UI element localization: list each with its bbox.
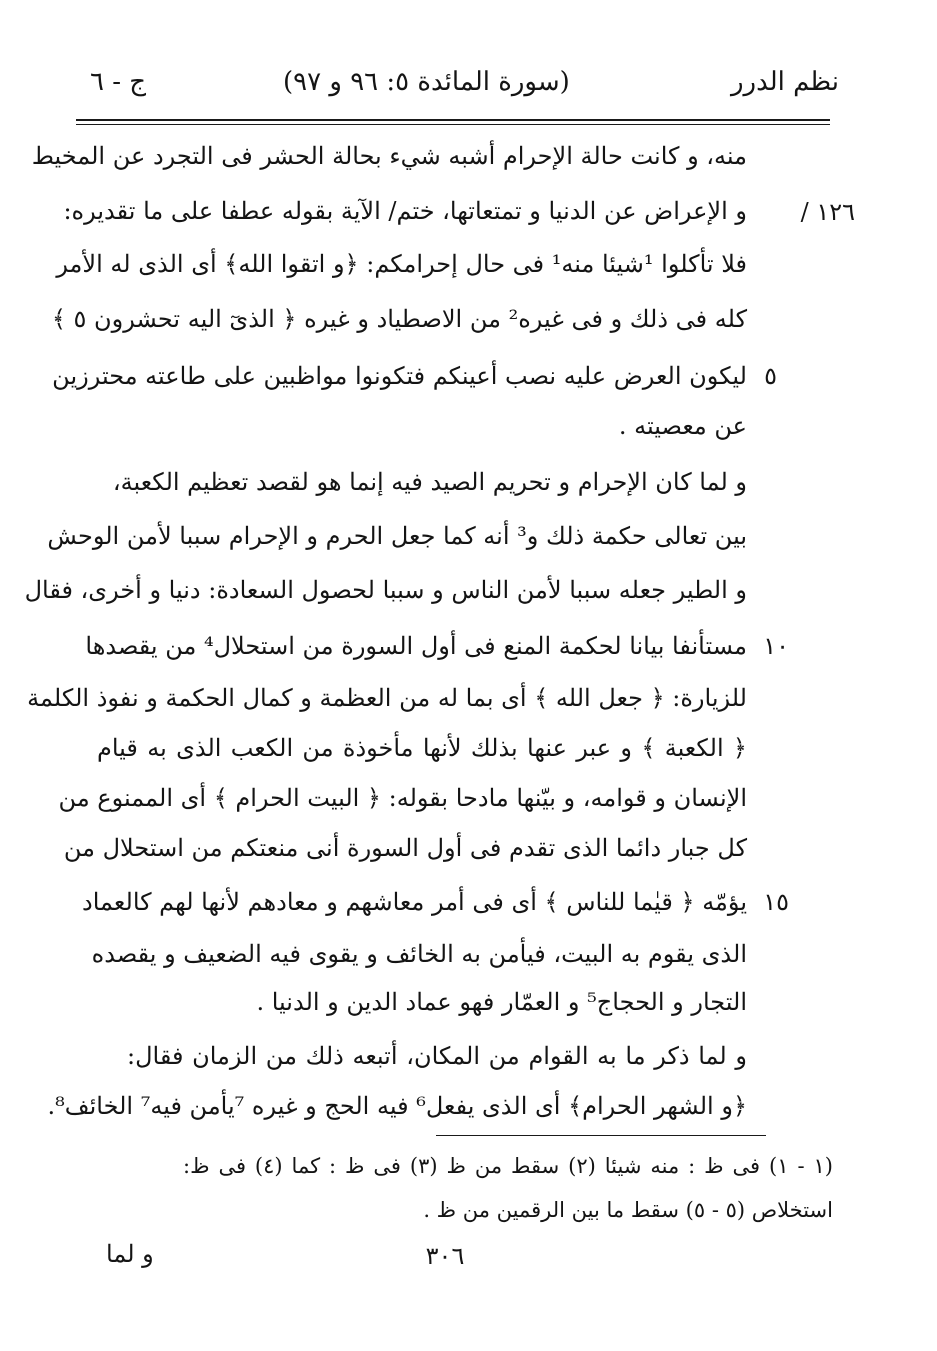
margin-line-number-15: ١٥ xyxy=(763,888,789,916)
page-number: ٣٠٦ xyxy=(425,1242,465,1270)
body-line: الإنسان و قوامه، و بيّنها مادحا بقوله: ﴿ البيت الحرام ﴾ أى الممنوع من xyxy=(58,784,747,812)
body-line: كله فى ذلك و فى غيره² من الاصطياد و غيره ﴿ الذىٓ اليه تحشرون ٥ ﴾ xyxy=(51,305,747,333)
body-line: مستأنفا بيانا لحكمة المنع فى أول السورة من استحلال⁴ من يقصدها xyxy=(85,632,747,660)
running-head-book-title: نظم الدرر xyxy=(730,67,839,97)
footnote-line: استخلاص (٥ - ٥) سقط ما بين الرقمين من ظ . xyxy=(423,1198,833,1222)
catchword: و لما xyxy=(106,1240,154,1268)
body-line: عن معصيته . xyxy=(618,412,747,440)
header-rule-thin xyxy=(76,124,830,125)
body-line: الذى يقوم به البيت، فيأمن به الخائف و يقوى فيه الضعيف و يقصده xyxy=(91,940,747,968)
running-head-volume: ج - ٦ xyxy=(90,67,147,97)
body-line: و لما كان الإحرام و تحريم الصيد فيه إنما هو لقصد تعظيم الكعبة، xyxy=(112,468,747,496)
footnote-rule xyxy=(436,1135,766,1136)
body-line: منه، و كانت حالة الإحرام أشبه شيء بحالة الحشر فى التجرد عن المخيط xyxy=(31,142,747,170)
body-line: فلا تأكلوا ¹شيئا منه¹ فى حال إحرامكم: ﴿و اتقوا الله﴾ أى الذى له الأمر xyxy=(56,250,747,278)
body-line: للزيارة: ﴿ جعل الله ﴾ أى بما له من العظمة و كمال الحكمة و نفوذ الكلمة xyxy=(27,684,747,712)
body-line: يؤمّه ﴿ قيٰما للناس ﴾ أى فى أمر معاشهم و معادهم لأنها لهم كالعماد xyxy=(82,888,747,916)
body-line: كل جبار دائما الذى تقدم فى أول السورة أنى منعتكم من استحلال من xyxy=(63,834,747,862)
margin-line-number-5: ٥ xyxy=(764,362,777,390)
body-line: و الإعراض عن الدنيا و تمتعاتها، ختم/ الآية بقوله عطفا على ما تقديره: xyxy=(63,197,747,225)
footnote-line: (١ - ١) فى ظ : منه شيئا (٢) سقط من ظ (٣) فى ظ : كما (٤) فى ظ: xyxy=(183,1154,833,1178)
body-line: ليكون العرض عليه نصب أعينكم فتكونوا مواظبين على طاعته محترزين xyxy=(52,362,747,390)
body-line: ﴿و الشهر الحرام﴾ أى الذى يفعل⁶ فيه الحج و غيره ⁷يأمن فيه⁷ الخائف⁸. xyxy=(47,1092,747,1120)
running-head-surah-reference: (سورة المائدة ٥: ٩٦ و ٩٧) xyxy=(283,67,570,97)
body-line: ﴿ الكعبة ﴾ و عبر عنها بذلك لأنها مأخوذة من الكعب الذى به قيام xyxy=(97,734,747,762)
body-line: بين تعالى حكمة ذلك و³ أنه كما جعل الحرم و الإحرام سببا لأمن الوحش xyxy=(47,522,747,550)
body-line: و الطير جعله سببا لأمن الناس و سببا لحصول السعادة: دنيا و أخرى، فقال xyxy=(24,576,747,604)
margin-manuscript-page: ١٢٦ / xyxy=(800,198,855,226)
body-line: التجار و الحجاج⁵ و العمّار فهو عماد الدين و الدنيا . xyxy=(256,988,747,1016)
body-line: و لما ذكر ما به القوام من المكان، أتبعه ذلك من الزمان فقال: xyxy=(127,1042,747,1070)
header-rule-thick xyxy=(76,119,830,121)
margin-line-number-10: ١٠ xyxy=(763,632,789,660)
